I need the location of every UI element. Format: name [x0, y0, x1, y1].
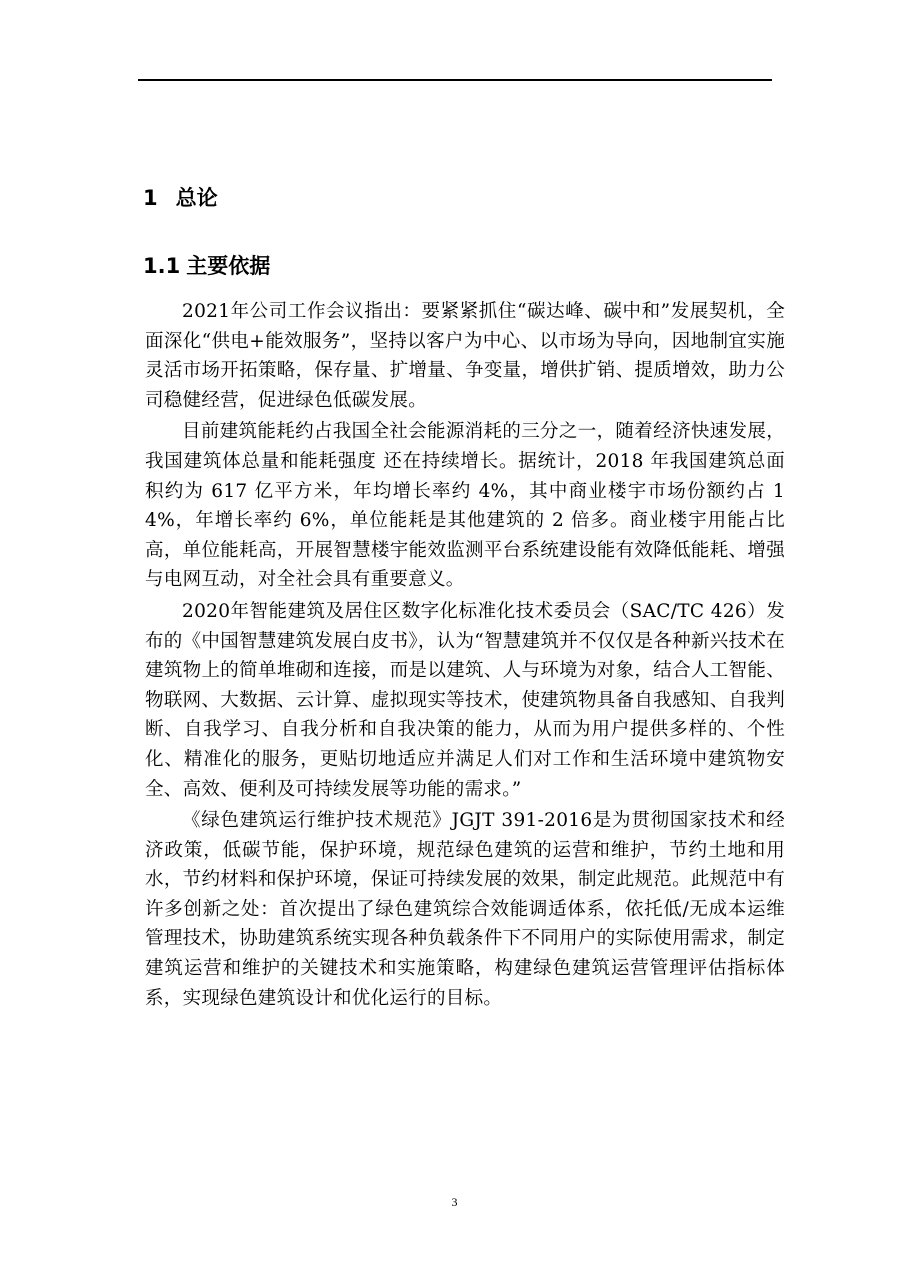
paragraph-meeting: 2021年公司工作会议指出：要紧紧抓住“碳达峰、碳中和”发展契机，全面深化“供电+能效服务”，坚持以客户为中心、以市场为导向，因地制宜实施灵活市场开拓策略，保存量、扩增量、争变量，增供扩销、提质增效，助力公司稳健经营，促进绿色低碳发展。 — [145, 301, 785, 411]
chapter-title: 总论 — [175, 186, 218, 210]
chapter-number: 1 — [143, 186, 158, 210]
body-text — [145, 297, 785, 1015]
chapter-heading — [143, 183, 218, 213]
header-rule — [138, 79, 772, 81]
paragraph-green-building-spec: 《绿色建筑运行维护技术规范》JGJT 391-2016是为贯彻国家技术和经济政策，低碳节能，保护环境，规范绿色建筑的运营和维护，节约土地和用水，节约材料和保护环境，保证可持续发展的效果，制定此规范。此规范中有许多创新之处：首次提出了绿色建筑综合效能调适体系，依托低/无成本运维管理技术，协助建筑系统实现各种负载条件下不同用户的实际使用需求，制定建筑运营和维护的关键技术和实施策略，构建绿色建筑运营管理评估指标体系，实现绿色建筑设计和优化运行的目标。 — [145, 810, 785, 1009]
paragraph-whitepaper: 2020年智能建筑及居住区数字化标准化技术委员会（SAC/TC 426）发布的《中国智慧建筑发展白皮书》，认为“智慧建筑并不仅仅是各种新兴技术在建筑物上的简单堆砌和连接，而是以建筑、人与环境为对象，结合人工智能、物联网、大数据、云计算、虚拟现实等技术，使建筑物具备自我感知、自我判断、自我学习、自我分析和自我决策的能力，从而为用户提供多样的、个性化、精准化的服务，更贴切地适应并满足人们对工作和生活环境中建筑物安全、高效、便利及可持续发展等功能的需求。” — [145, 600, 785, 800]
section-number: 1.1 — [143, 254, 181, 278]
section-title: 主要依据 — [186, 254, 271, 278]
paragraph-energy-consumption: 目前建筑能耗约占我国全社会能源消耗的三分之一，随着经济快速发展，我国建筑体总量和能耗强度 还在持续增长。据统计，2018 年我国建筑总面积约为 617 亿平方米，年均增长率约 4%，其中商业楼宇市场份额约占 14%，年增长率约 6%，单位能耗是其他建筑的 2 倍多。商业楼宇用能占比高，单位能耗高，开展智慧楼宇能效监测平台系统建设能有效降低能耗、增强与电网互动，对全社会具有重要意义。 — [145, 421, 785, 591]
section-heading — [143, 251, 270, 281]
page-number: 3 — [451, 1195, 458, 1209]
